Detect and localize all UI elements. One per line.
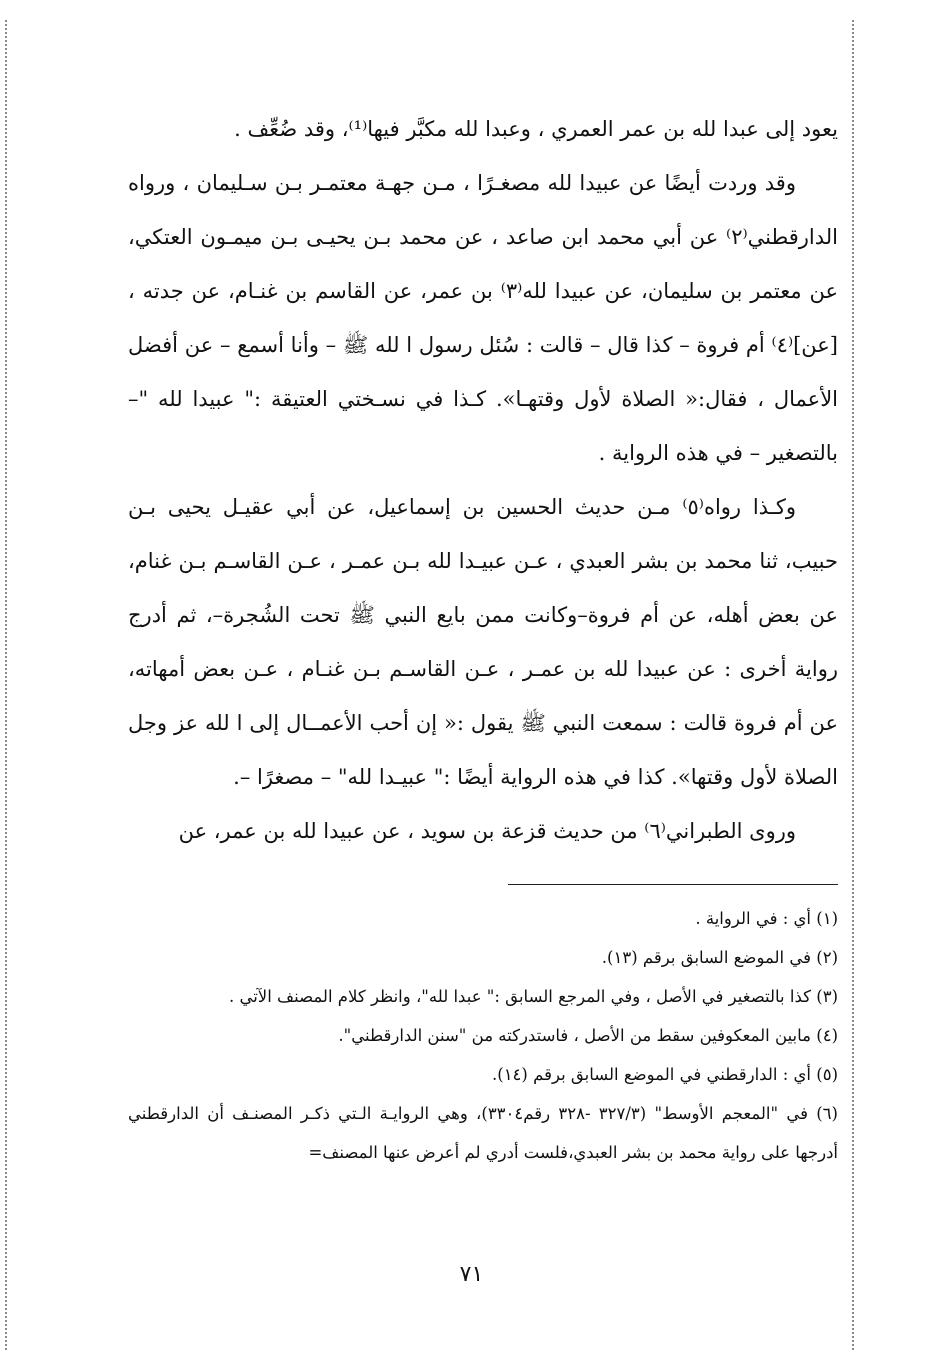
body-text bbox=[128, 102, 838, 858]
footnote-5: (٥) أي : الدارقطني في الموضع السابق برقم (١٤). bbox=[492, 1065, 838, 1084]
footnote-separator bbox=[508, 884, 838, 885]
page-number: ٧١ bbox=[459, 1262, 484, 1287]
footnote-3: (٣) كذا بالتصغير في الأصل ، وفي المرجع السابق :" عبدا لله"، وانظر كلام المصنف الآتي . bbox=[228, 987, 838, 1006]
document-page bbox=[128, 102, 838, 1172]
body-paragraph-4: وروى الطبراني⁽٦⁾ من حديث قزعة بن سويد ، عن عبيدا لله بن عمر، عن bbox=[178, 819, 796, 843]
body-paragraph-3: وكـذا رواه⁽٥⁾ مـن حديث الحسين بن إسماعيل، عن أبي عقيـل يحيى بـن حبيب، ثنا محمد بن بشر العبدي ، عـن عبيـدا لله بـن عمـر ، عـن القاسـم بـن غنام، عن بعض أهله، عن أم فروة–وكانت ممن بايع النبي ﷺ تحت الشُجرة–، ثم أدرج رواية أخرى : عن عبيدا لله بن عمـر ، عـن القاسـم بـن غنـام ، عـن بعض أمهاته، عن أم فروة قالت : سمعت النبي ﷺ يقول :« إن أحب الأعمــال إلى ا لله عز وجل الصلاة لأول وقتها». كذا في هذه الرواية أيضًا :" عبيـدا لله" – مصغرًا –. bbox=[128, 495, 838, 789]
footnote-4: (٤) مابين المعكوفين سقط من الأصل ، فاستدركته من "سنن الدارقطني". bbox=[338, 1026, 838, 1045]
body-paragraph-1: يعود إلى عبدا لله بن عمر العمري ، وعبدا لله مكبَّر فيها⁽¹⁾، وقد ضُعِّف . bbox=[234, 117, 838, 141]
footnote-2: (٢) في الموضع السابق برقم (١٣). bbox=[601, 948, 838, 967]
body-paragraph-2: وقد وردت أيضًا عن عبيدا لله مصغـرًا ، مـن جهـة معتمـر بـن سـليمان ، ورواه الدارقطني⁽٢⁾ عن أبي محمد ابن صاعد ، عن محمد بـن يحيـى بـن ميمـون العتكي، عن معتمر بن سليمان، عن عبيدا لله⁽٣⁾ بن عمر، عن القاسم بن غنـام، عن جدته ،[عن]⁽٤⁾ أم فروة – كذا قال – قالت : سُئل رسول ا لله ﷺ – وأنا أسمع – عن أفضل الأعمال ، فقال:« الصلاة لأول وقتهـا». كـذا في نسـختي العتيقة :" عبيدا لله "– بالتصغير – في هذه الرواية . bbox=[128, 171, 838, 465]
footnote-1: (١) أي : في الرواية . bbox=[695, 909, 838, 928]
scan-margin-dots-left bbox=[5, 20, 7, 1350]
footnote-6: (٦) في "المعجم الأوسط" (٣٢٧/٣ -٣٢٨ رقم٣٣٠٤)، وهي الروايـة الـتي ذكـر المصنـف أن الدارقطني أدرجها على رواية محمد بن بشر العبدي،فلست أدري لم أعرض عنها المصنف= bbox=[128, 1104, 838, 1162]
footnotes bbox=[128, 899, 838, 1172]
scan-margin-dots-right bbox=[852, 20, 854, 1350]
